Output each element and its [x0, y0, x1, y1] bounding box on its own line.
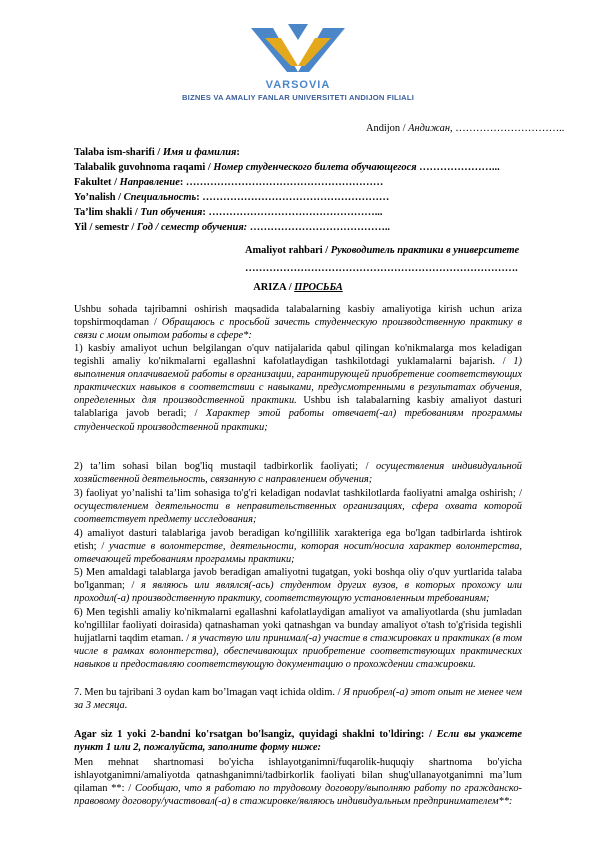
field-specialty: Yo’nalish / Специальность: ……………………………………………… [74, 192, 390, 203]
university-logo [0, 20, 596, 80]
supervisor-label: Amaliyot rahbari / Руководитель практики в университете [245, 245, 520, 256]
document-title: ARIZA / ПРОСЬБА [253, 282, 343, 293]
varsovia-emblem-icon [243, 20, 353, 80]
field-year-semester: Yil / semestr / Год / семестр обучения: ………………………………….. [74, 222, 391, 233]
brand-name: VARSOVIA [265, 79, 331, 91]
item-3: 3) faoliyat yo’nalishi ta’lim sohasiga to'g'ri keladigan nodavlat tashkilotlarda faoliyatni amalga oshirish; / осуществлением деятельности в неправительственных организациях, сфера охвата которой соответствует предмету исследования; [74, 488, 522, 526]
item-6: 6) Men tegishli amaliy ko'nikmalarni egallashni kafolatlaydigan amaliyot va amaliyotlarda (shu jumladan ko'ngillilar faoliyati doirasida) qatnashaman yoki qatnashgan va bunday amaliyot o'tash to'g'risida tegishli hujjatlarni taqdim etaman. / я участвую или принимал(-а) участие в стажировках и практиках (в том числе в рамках волонтерства), обеспечивающих приобретение соответствующих практических навыков и предоставляю соответствующую документацию о прохождении стажировки. [74, 607, 522, 671]
item-4: 4) amaliyot dasturi talablariga javob beradigan ko'ngillilik xarakteriga ega bo'lgan tadbirlarda ishtirok etish; / участие в волонтерстве, деятельности, которая носит/носила характер волонтерства, отвечающей требованиям программы практики; [74, 528, 522, 566]
intro-paragraph: Ushbu sohada tajribamni oshirish maqsadida talabalarning kasbiy amaliyotiga kirish uchun ariza topshirmoqdaman / Обращаюсь с просьбой зачесть студенческую производственную практику в связи с моим опытом работы в сфере*: [74, 304, 522, 342]
field-student-id: Talabalik guvohnoma raqami / Номер студенческого билета обучающегося …………………... [74, 162, 500, 173]
footer-paragraph: Men mehnat shartnomasi bo'yicha ishlayotganimni/fuqarolik-huquqiy shartnoma bo'yicha ishlayotganimni/amaliyotda qatnashganimni/tadbirkorlik faoliyati bilan shug'ullanayotganimni ma’lum qilaman **: / Сообщаю, что я работаю по трудовому договору/выполняю работу по гражданско-правовому договору/участвовал(-а) в стажировке/являюсь индивидуальным предпринимателем**: [74, 757, 522, 808]
item-5: 5) Men amaldagi talablarga javob beradigan amaliyotni tugatgan, yoki boshqa oliy o'quv yurtlarida talaba bo'lganman; / я являюсь или являлся(-ась) студентом других вузов, в которых прохожу или проходил(-а) производственную практику, соответствующую установленным требованиям; [74, 567, 522, 605]
university-name: BIZNES VA AMALIY FANLAR UNIVERSITETI ANDIJON FILIALI [181, 93, 415, 102]
location-line: Andijon / Андижан, ………………………….. [366, 123, 565, 134]
item-7: 7. Men bu tajribani 3 oydan kam bo’lmagan vaqt ichida oldim. / Я приобрел(-а) этот опыт не менее чем за 3 месяца. [74, 687, 522, 712]
field-study-form: Ta’lim shakli / Тип обучения: …………………………………………... [74, 207, 383, 218]
item-1: 1) kasbiy amaliyot uchun belgilangan o'quv natijalarida qabul qilingan ko'nikmalarga mos keladigan tegishli amaliy ko'nikmalarni egallashni kafolatlaydigan tashkilotdagi yuklamalarni bajarish. / 1) выполнения оплачиваемой работы в организации, гарантирующей приобретение соответствующих практических навыков в соответствии с навыками, предусмотренными в результатах обучения, определенных для производственной практики. Ushbu ish talabalarning kasbiy amaliyot dasturi talablariga javob beradi; / Характер этой работы отвечает(-ал) требованиям программы студенческой производственной практики; [74, 343, 522, 433]
field-faculty: Fakultet / Направление: ………………………………………………… [74, 177, 384, 188]
item-2: 2) ta’lim sohasi bilan bog'liq mustaqil tadbirkorlik faoliyati; / осуществления индивидуальной хозяйственной деятельность, связанную с направлением обучения; [74, 461, 522, 486]
field-student-name: Talaba ism-sharifi / Имя и фамилия: [74, 147, 240, 158]
note-paragraph: Agar siz 1 yoki 2-bandni ko'rsatgan bo'lsangiz, quyidagi shaklni to'ldiring: / Если вы укажете пункт 1 или 2, пожалуйста, заполните форму ниже: [74, 729, 522, 754]
supervisor-dots: ……………………………………………………………………. [245, 263, 518, 274]
